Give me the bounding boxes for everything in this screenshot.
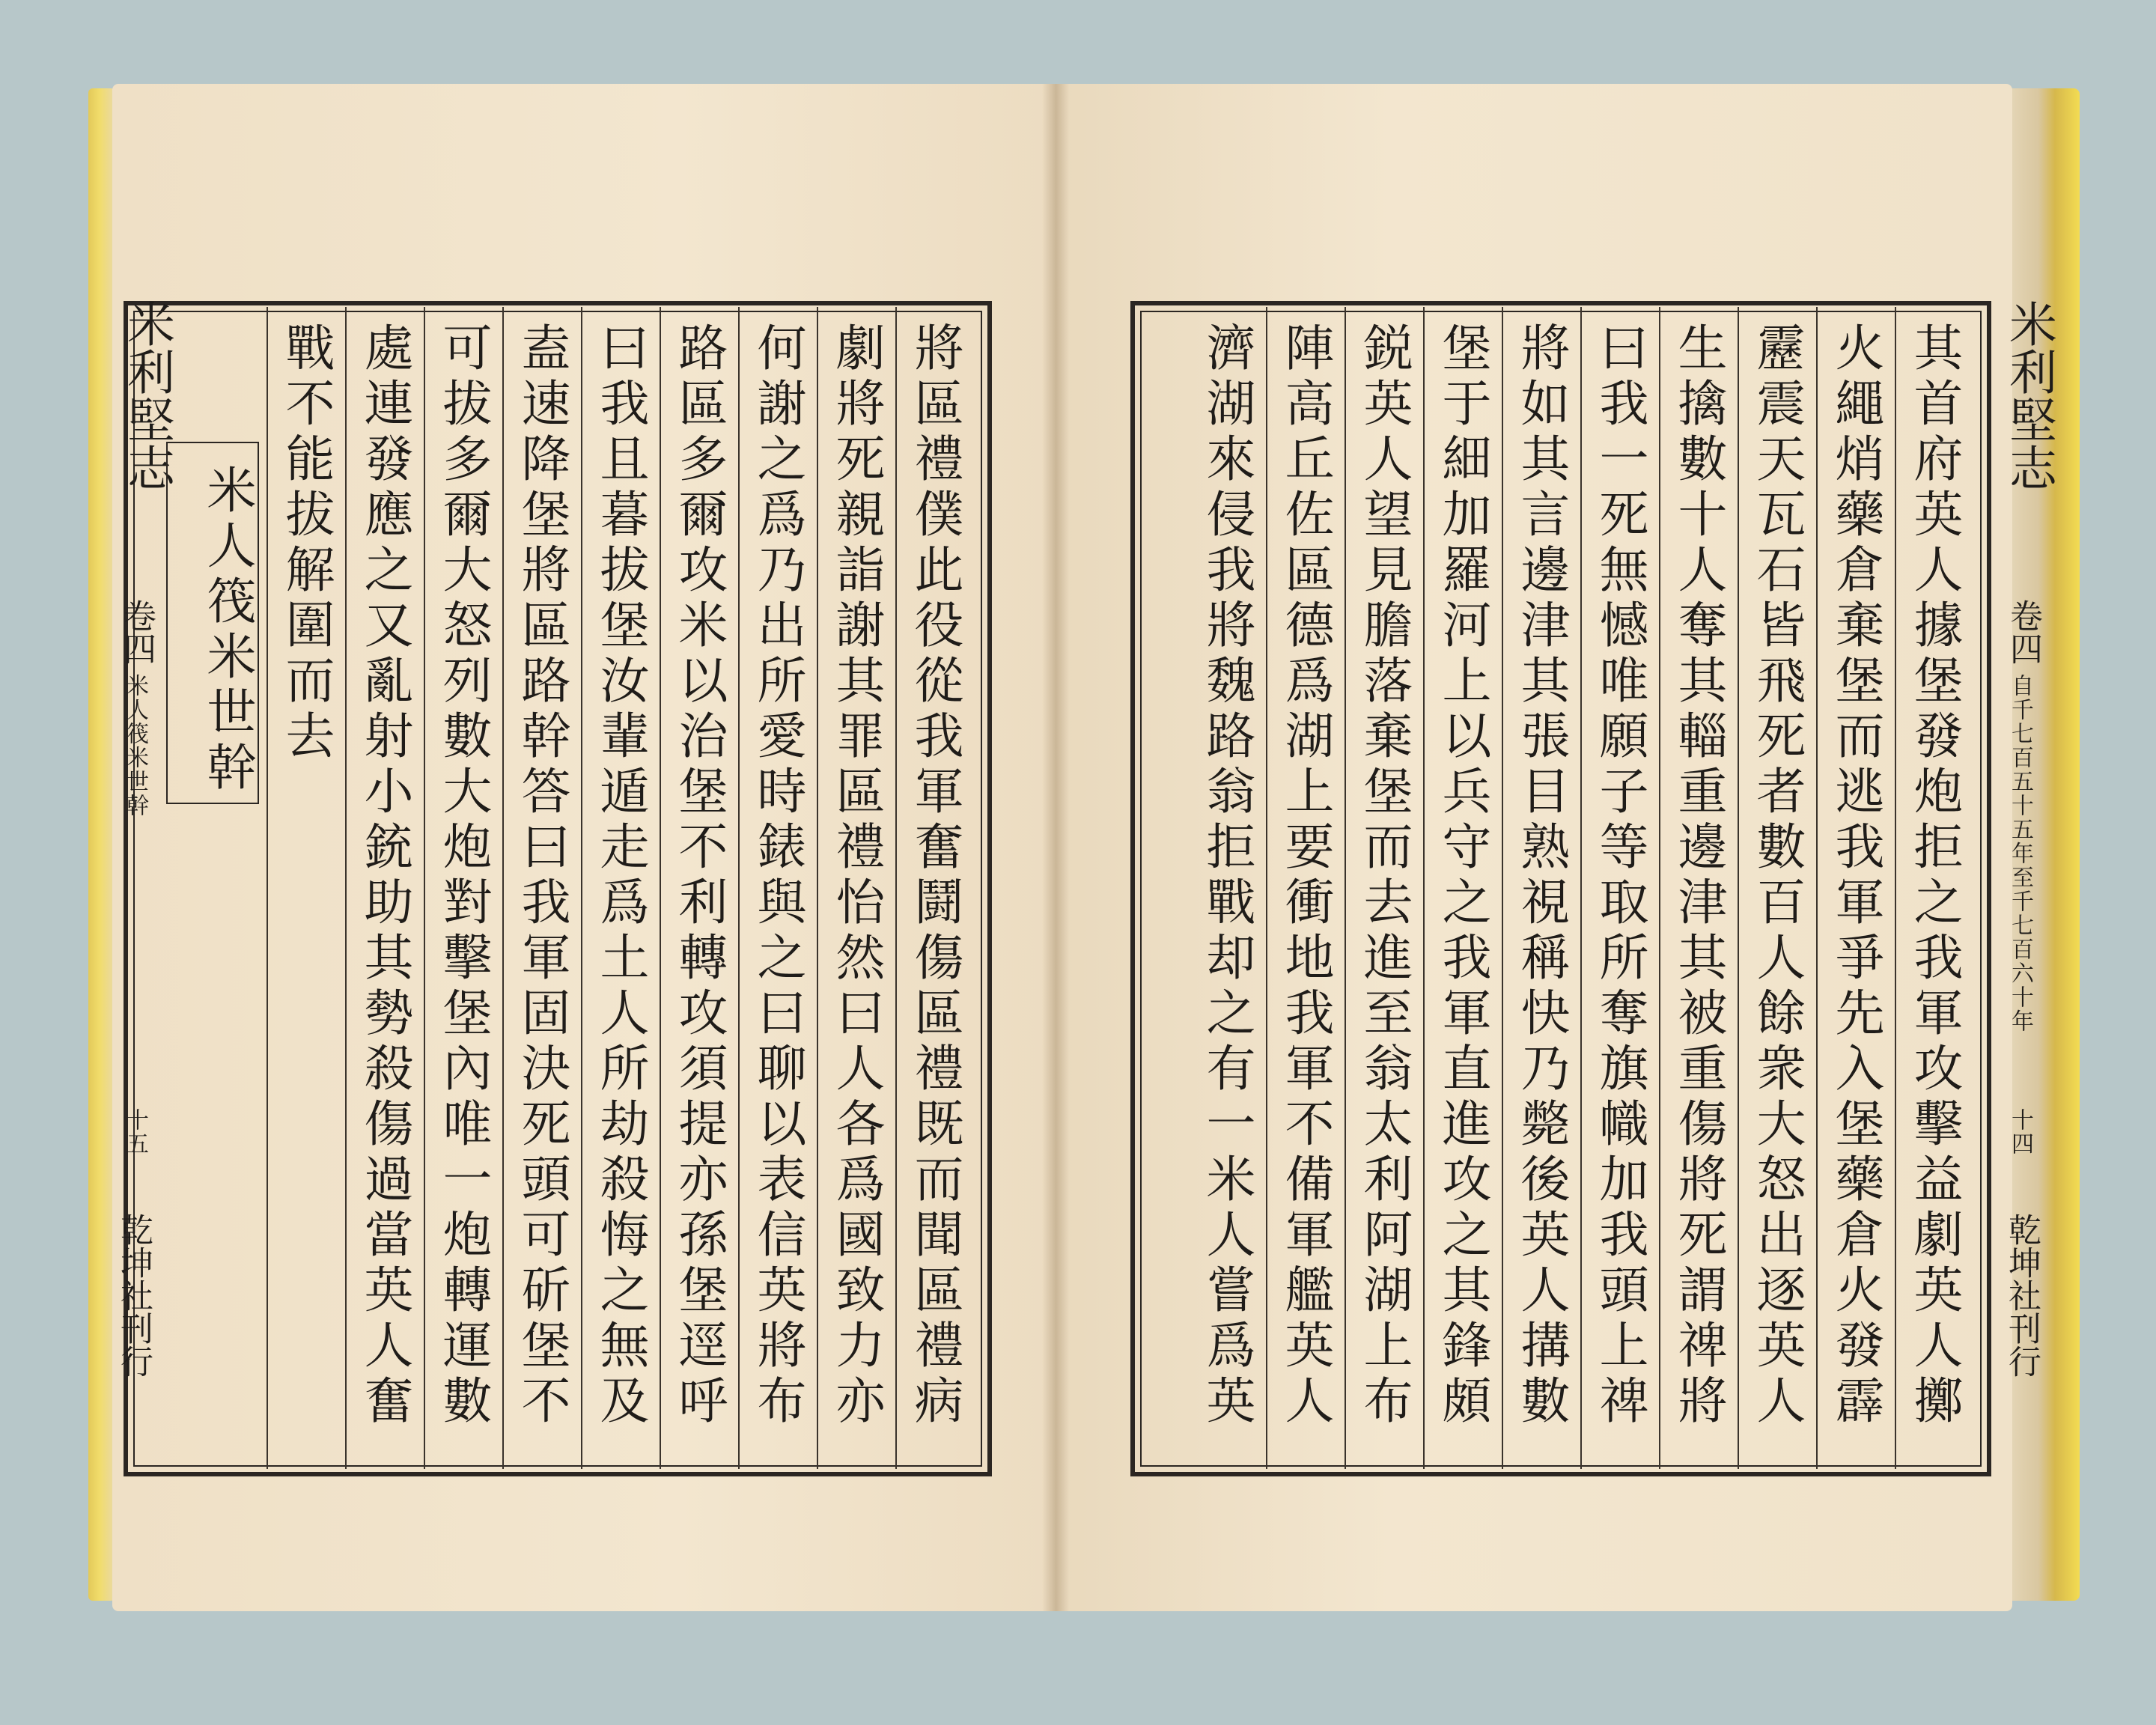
column-rule [738,307,740,1469]
column-rule [1423,307,1425,1469]
inset-box [166,442,259,804]
text-column: 米人筏米世幹 [198,464,256,797]
column-rule [1266,307,1267,1469]
left-hashira-note: 米人筏米世幹 [122,674,148,818]
text-column: 劇將死親詣謝其罪區禮怡然曰人各爲國致力亦 [827,322,885,1430]
column-rule [660,307,661,1469]
text-column: 靂震天瓦石皆飛死者數百人餘衆大怒出逐英人 [1748,322,1806,1430]
text-column: 堡于細加羅河上以兵守之我軍直進攻之其鋒頗 [1434,322,1491,1430]
left-publisher: 乾坤社刊行 [115,1213,153,1378]
text-column: 盍速降堡將區路幹答曰我軍固決死頭可斫堡不 [513,322,570,1430]
text-column: 戰不能拔解圍而去 [277,322,335,765]
text-column: 其首府英人據堡發炮拒之我軍攻擊益劇英人擲 [1905,322,1963,1430]
column-rule [345,307,347,1469]
text-column: 可拔多爾大怒列數大炮對擊堡內唯一炮轉運數 [434,322,492,1430]
right-folio: 十四 [2007,1108,2033,1156]
left-folio: 十五 [122,1108,148,1156]
column-rule [267,307,268,1469]
text-column: 濟湖來侵我將魏路翁拒戰却之有一米人嘗爲英 [1198,322,1255,1430]
column-rule [1816,307,1818,1469]
text-column: 生擒數十人奪其輜重邊津其被重傷將死謂禆將 [1669,322,1727,1430]
column-rule [1895,307,1896,1469]
right-hashira-note: 自千七百五十五年至千七百六十年 [2007,674,2033,1033]
text-column: 曰我一死無憾唯願子等取所奪旗幟加我頭上禆 [1591,322,1648,1430]
right-hashira-volume: 卷四 [2004,599,2042,665]
left-hashira-title: 米利堅志 [119,299,174,491]
column-rule [1659,307,1660,1469]
column-rule [1502,307,1503,1469]
column-rule [895,307,897,1469]
gutter [1042,84,1069,1611]
column-rule [502,307,504,1469]
text-column: 路區多爾攻米以治堡不利轉攻須提亦孫堡逕呼 [670,322,728,1430]
text-column: 將如其言邊津其張目熟視稱快乃斃後英人搆數 [1512,322,1570,1430]
text-column: 何謝之爲乃出所愛時錶與之曰聊以表信英將布 [749,322,806,1430]
column-rule [1345,307,1346,1469]
text-column: 陣高丘佐區德爲湖上要衝地我軍不備軍艦英人 [1276,322,1334,1430]
left-hashira-volume: 卷四 [118,599,156,665]
column-rule [581,307,582,1469]
right-publisher: 乾坤社刊行 [2003,1213,2041,1378]
column-rule [1580,307,1582,1469]
column-rule [817,307,818,1469]
text-column: 火繩焇藥倉棄堡而逃我軍爭先入堡藥倉火發霹 [1827,322,1884,1430]
column-rule [424,307,425,1469]
column-rule [1738,307,1739,1469]
text-column: 鋭英人望見膽落棄堡而去進至翁太利阿湖上布 [1355,322,1413,1430]
text-column: 曰我且暮拔堡汝輩遁走爲土人所劫殺悔之無及 [591,322,649,1430]
text-column: 將區禮僕此役從我軍奮鬪傷區禮既而聞區禮病 [906,322,963,1430]
text-column: 處連發應之又亂射小銃助其勢殺傷過當英人奮 [356,322,413,1430]
right-hashira-title: 米利堅志 [2001,299,2056,491]
